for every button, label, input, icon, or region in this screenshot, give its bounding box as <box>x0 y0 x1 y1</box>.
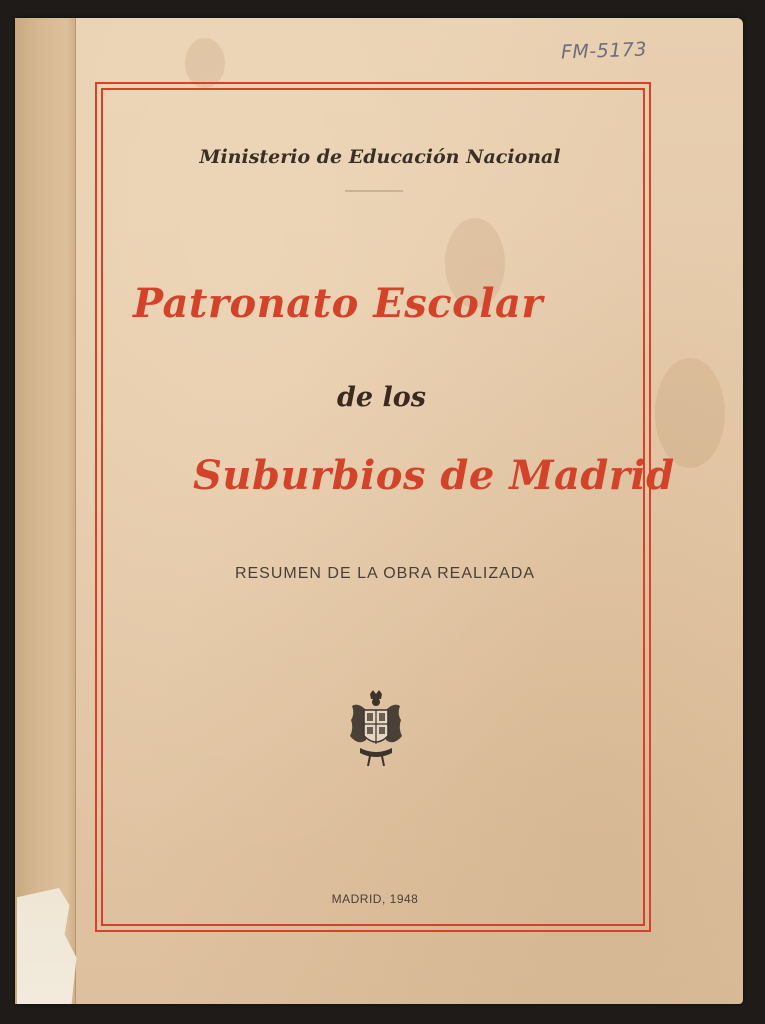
divider-rule <box>345 190 403 192</box>
book-cover <box>15 18 743 1004</box>
title-line-3: Suburbios de Madrid <box>193 452 675 499</box>
red-inner-border <box>101 88 645 926</box>
catalog-reference: FM-5173 <box>560 38 648 64</box>
red-double-border <box>95 82 651 932</box>
torn-corner <box>17 888 87 1004</box>
paper-stain <box>185 38 225 88</box>
imprint-place-date: MADRID, 1948 <box>331 892 419 906</box>
title-line-1: Patronato Escolar <box>133 280 543 327</box>
title-line-2: de los <box>337 382 426 413</box>
ministry-heading: Ministerio de Educación Nacional <box>199 146 561 168</box>
coat-of-arms-icon <box>348 690 404 766</box>
cover-spine <box>15 18 76 1004</box>
subtitle: RESUMEN DE LA OBRA REALIZADA <box>234 565 536 582</box>
